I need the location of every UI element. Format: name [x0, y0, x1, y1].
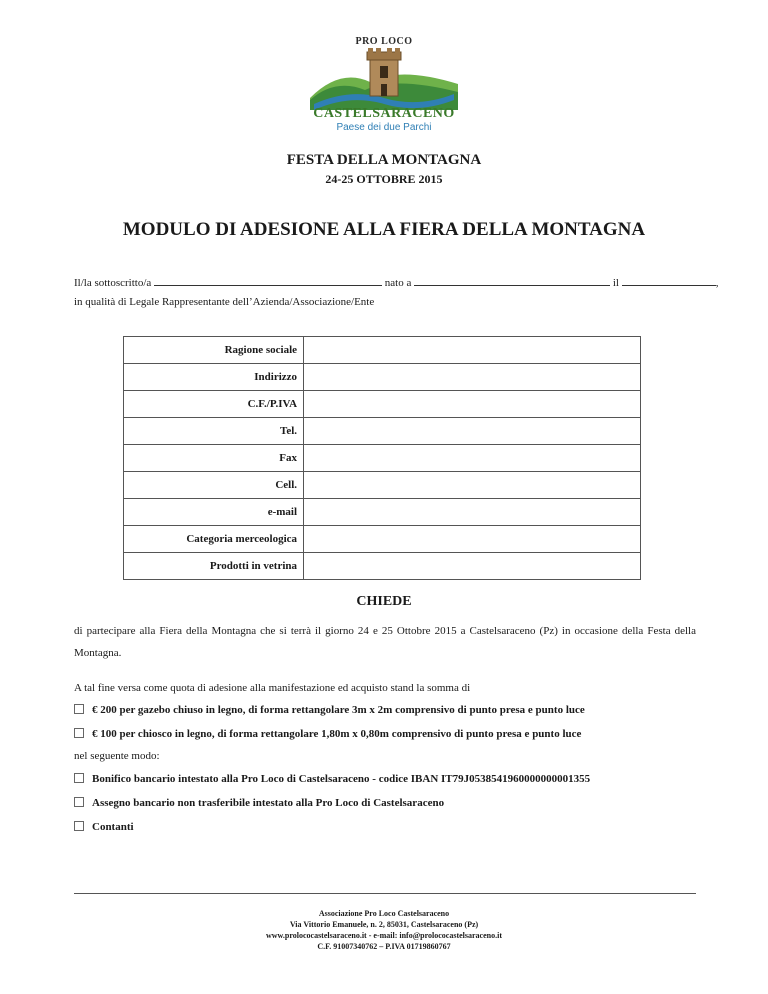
option-label: Contanti: [92, 821, 134, 833]
fee-intro: A tal fine versa come quota di adesione alla manifestazione ed acquisto stand la somma di: [74, 682, 471, 694]
intro-line-1: [74, 276, 719, 289]
email-field[interactable]: [304, 499, 641, 526]
categoria-field[interactable]: [304, 526, 641, 553]
footer-line: www.prolococastelsaraceno.it - e-mail: info@prolococastelsaraceno.it: [266, 931, 502, 940]
table-label: Indirizzo: [124, 364, 304, 391]
table-row: [124, 364, 641, 391]
name-blank-field[interactable]: [154, 276, 382, 286]
logo-name: CASTELSARACENO: [313, 106, 455, 121]
intro-comma: ,: [715, 277, 719, 289]
option-label: Assegno bancario non trasferibile intestato alla Pro Loco di Castelsaraceno: [92, 797, 445, 809]
table-label: Ragione sociale: [124, 337, 304, 364]
table-row: [124, 337, 641, 364]
indirizzo-field[interactable]: [304, 364, 641, 391]
cf-piva-field[interactable]: [304, 391, 641, 418]
table-row: [124, 472, 641, 499]
table-label: Fax: [124, 445, 304, 472]
prodotti-field[interactable]: [304, 553, 641, 580]
company-info-table: [123, 336, 641, 580]
table-row: [124, 445, 641, 472]
intro-prefix: Il/la sottoscritto/a: [74, 277, 152, 289]
intro-nato: nato a: [384, 277, 412, 289]
checkbox[interactable]: [74, 821, 84, 831]
fax-field[interactable]: [304, 445, 641, 472]
table-label: Categoria merceologica: [124, 526, 304, 553]
footer: [0, 908, 768, 952]
option-label: Bonifico bancario intestato alla Pro Loco di Castelsaraceno - codice IBAN IT79J0538541960000000001355: [92, 773, 591, 785]
pro-loco-logo: [300, 36, 468, 136]
footer-line: C.F. 91007340762 – P.IVA 01719860767: [317, 942, 451, 951]
birthdate-blank-field[interactable]: [622, 276, 716, 286]
castle-hills-logo-icon: [310, 48, 458, 110]
request-paragraph: di partecipare alla Fiera della Montagna che si terrà il giorno 24 e 25 Ottobre 2015 a Castelsaraceno (Pz) in occasione della Festa della Montagna.: [74, 625, 696, 659]
logo-top-text: PRO LOCO: [355, 36, 413, 47]
fee-option-gazebo[interactable]: [74, 704, 585, 716]
table-label: e-mail: [124, 499, 304, 526]
fee-option-chiosco[interactable]: [74, 728, 581, 740]
intro-il: il: [612, 277, 619, 289]
request-heading: CHIEDE: [356, 594, 412, 609]
payment-intro: nel seguente modo:: [74, 750, 160, 762]
table-row: [124, 418, 641, 445]
table-row: [124, 526, 641, 553]
checkbox[interactable]: [74, 797, 84, 807]
table-row: [124, 391, 641, 418]
payment-option-contanti[interactable]: [74, 821, 134, 833]
table-label: C.F./P.IVA: [124, 391, 304, 418]
table-row: [124, 499, 641, 526]
ragione-sociale-field[interactable]: [304, 337, 641, 364]
event-date: 24-25 OTTOBRE 2015: [325, 172, 443, 186]
tel-field[interactable]: [304, 418, 641, 445]
checkbox[interactable]: [74, 773, 84, 783]
checkbox[interactable]: [74, 728, 84, 738]
table-label: Tel.: [124, 418, 304, 445]
logo-tagline: Paese dei due Parchi: [336, 122, 432, 133]
footer-line: Associazione Pro Loco Castelsaraceno: [318, 909, 450, 918]
table-row: [124, 553, 641, 580]
checkbox[interactable]: [74, 704, 84, 714]
footer-line: Via Vittorio Emanuele, n. 2, 85031, Castelsaraceno (Pz): [289, 920, 479, 929]
footer-divider: [74, 893, 696, 894]
option-label: € 100 per chiosco in legno, di forma rettangolare 1,80m x 0,80m comprensivo di punto presa e punto luce: [92, 728, 582, 740]
cell-field[interactable]: [304, 472, 641, 499]
birthplace-blank-field[interactable]: [414, 276, 610, 286]
table-label: Prodotti in vetrina: [124, 553, 304, 580]
option-label: € 200 per gazebo chiuso in legno, di forma rettangolare 3m x 2m comprensivo di punto presa e punto luce: [92, 704, 585, 716]
payment-option-assegno[interactable]: [74, 797, 444, 809]
table-label: Cell.: [124, 472, 304, 499]
form-title: MODULO DI ADESIONE ALLA FIERA DELLA MONTAGNA: [122, 219, 646, 240]
event-title: FESTA DELLA MONTAGNA: [286, 152, 482, 168]
intro-line-2: in qualità di Legale Rappresentante dell’Azienda/Associazione/Ente: [74, 296, 375, 308]
payment-option-bonifico[interactable]: [74, 773, 590, 785]
